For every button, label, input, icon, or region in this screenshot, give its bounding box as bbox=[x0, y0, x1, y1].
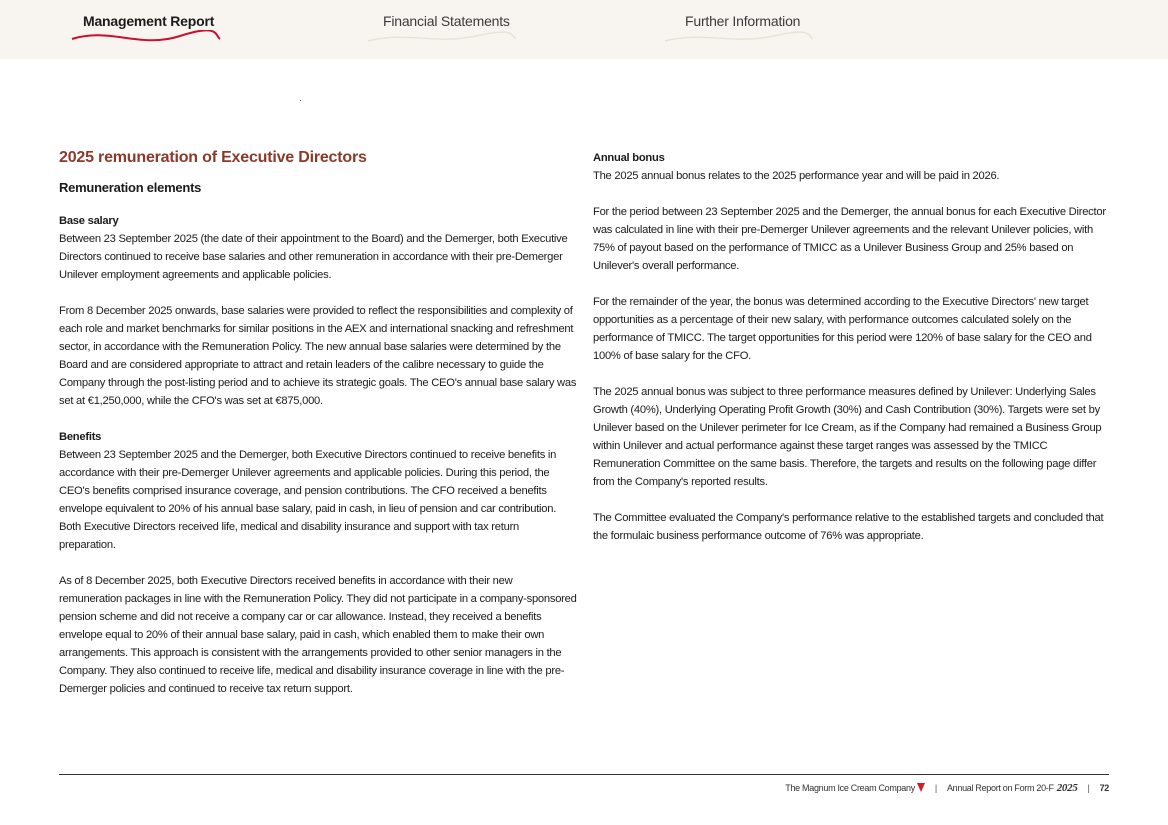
page-footer bbox=[785, 782, 1109, 794]
right-column bbox=[593, 149, 1113, 563]
footer-company-name: The Magnum Ice Cream Company bbox=[785, 783, 915, 793]
tab-management-report[interactable]: Management Report bbox=[83, 13, 215, 29]
tab-wave-decoration bbox=[663, 30, 815, 46]
annual-bonus-paragraph-3: For the remainder of the year, the bonus was determined according to the Executive Directors' new target opportunities as a percentage of their new salary, with performance outcomes calculated solely on the performance of TMICC. The target opportunities for this period were 120% of base salary for the CEO and 100% of base salary for the CFO. bbox=[593, 296, 1092, 362]
footer-report-year: 2025 bbox=[1056, 782, 1078, 794]
base-salary-paragraph-2: From 8 December 2025 onwards, base salaries were provided to reflect the responsibilities and complexity of each role and market benchmarks for similar positions in the AEX and international snacking and refreshment sector, in accordance with the Remuneration Policy. The new annual base salaries were determined by the Board and are considered appropriate to attract and retain leaders of the calibre necessary to guide the Company through the post-listing period and to achieve its strategic goals. The CEO's annual base salary was set at €1,250,000, while the CFO's was set at €875,000. bbox=[59, 305, 577, 407]
footer-report-name: Annual Report on Form 20-F bbox=[946, 783, 1054, 793]
tab-further-information[interactable]: Further Information bbox=[685, 13, 801, 29]
base-salary-heading: Base salary bbox=[59, 215, 119, 227]
benefits-paragraph-1: Between 23 September 2025 and the Demerger, both Executive Directors continued to receive benefits in accordance with their pre-Demerger Unilever agreements and applicable policies. During this period, the CEO's benefits comprised insurance coverage, and pension contributions. The CFO received a benefits envelope equivalent to 20% of his annual base salary, paid in cash, in lieu of pension and car contribution. Both Executive Directors received life, medical and disability insurance and support with tax return preparation. bbox=[59, 449, 557, 551]
annual-bonus-paragraph-1: The 2025 annual bonus relates to the 2025 performance year and will be paid in 2026. bbox=[593, 170, 1000, 182]
section-title: 2025 remuneration of Executive Directors bbox=[59, 149, 367, 166]
footer-rule bbox=[59, 774, 1109, 775]
footer-separator: | bbox=[934, 783, 937, 793]
benefits-paragraph-2: As of 8 December 2025, both Executive Directors received benefits in accordance with their new remuneration packages in line with the Remuneration Policy. They did not participate in a company-sponsored pension scheme and did not receive a company car or car allowance. Instead, they received a benefits envelope equal to 20% of their annual base salary, paid in cash, which enabled them to make their own arrangements. This approach is consistent with the arrangements provided to other senior managers in the Company. They also continued to receive life, medical and disability insurance coverage in line with the pre-Demerger policies and continued to receive tax return support. bbox=[59, 575, 577, 695]
annual-bonus-paragraph-4: The 2025 annual bonus was subject to three performance measures defined by Unilever: Underlying Sales Growth (40%), Underlying Operating Profit Growth (30%) and Cash Contribution (30%). Targets were set by Unilever based on the Unilever perimeter for Ice Cream, as if the Company had remained a Business Group within Unilever and actual performance against these target ranges was assessed by the TMICC Remuneration Committee on the same basis. Therefore, the targets and results on the following page differ from the Company's reported results. bbox=[593, 386, 1102, 488]
section-subtitle: Remuneration elements bbox=[59, 180, 202, 195]
base-salary-paragraph-1: Between 23 September 2025 (the date of their appointment to the Board) and the Demerger, both Executive Directors continued to receive base salaries and other remuneration in accordance with their pre-Demerger Unilever employment agreements and applicable policies. bbox=[59, 233, 568, 281]
page-number: 72 bbox=[1099, 783, 1109, 793]
tab-financial-statements[interactable]: Financial Statements bbox=[383, 13, 510, 29]
left-column bbox=[59, 148, 577, 716]
tab-wave-decoration bbox=[366, 30, 518, 46]
stray-dot bbox=[300, 100, 301, 101]
annual-bonus-paragraph-2: For the period between 23 September 2025 and the Demerger, the annual bonus for each Executive Director was calculated in line with their pre-Demerger Unilever agreements and the relevant Unilever policies, with 75% of payout based on the performance of TMICC as a Unilever Business Group and 25% based on Unilever's overall performance. bbox=[593, 206, 1106, 272]
footer-separator: | bbox=[1087, 783, 1090, 793]
top-navigation bbox=[0, 0, 1168, 59]
annual-bonus-paragraph-5: The Committee evaluated the Company's performance relative to the established targets and concluded that the formulaic business performance outcome of 76% was appropriate. bbox=[593, 512, 1104, 542]
active-tab-wave-indicator bbox=[70, 30, 222, 46]
benefits-heading: Benefits bbox=[59, 431, 102, 443]
brand-triangle-icon bbox=[917, 783, 925, 792]
annual-bonus-heading: Annual bonus bbox=[593, 152, 665, 164]
